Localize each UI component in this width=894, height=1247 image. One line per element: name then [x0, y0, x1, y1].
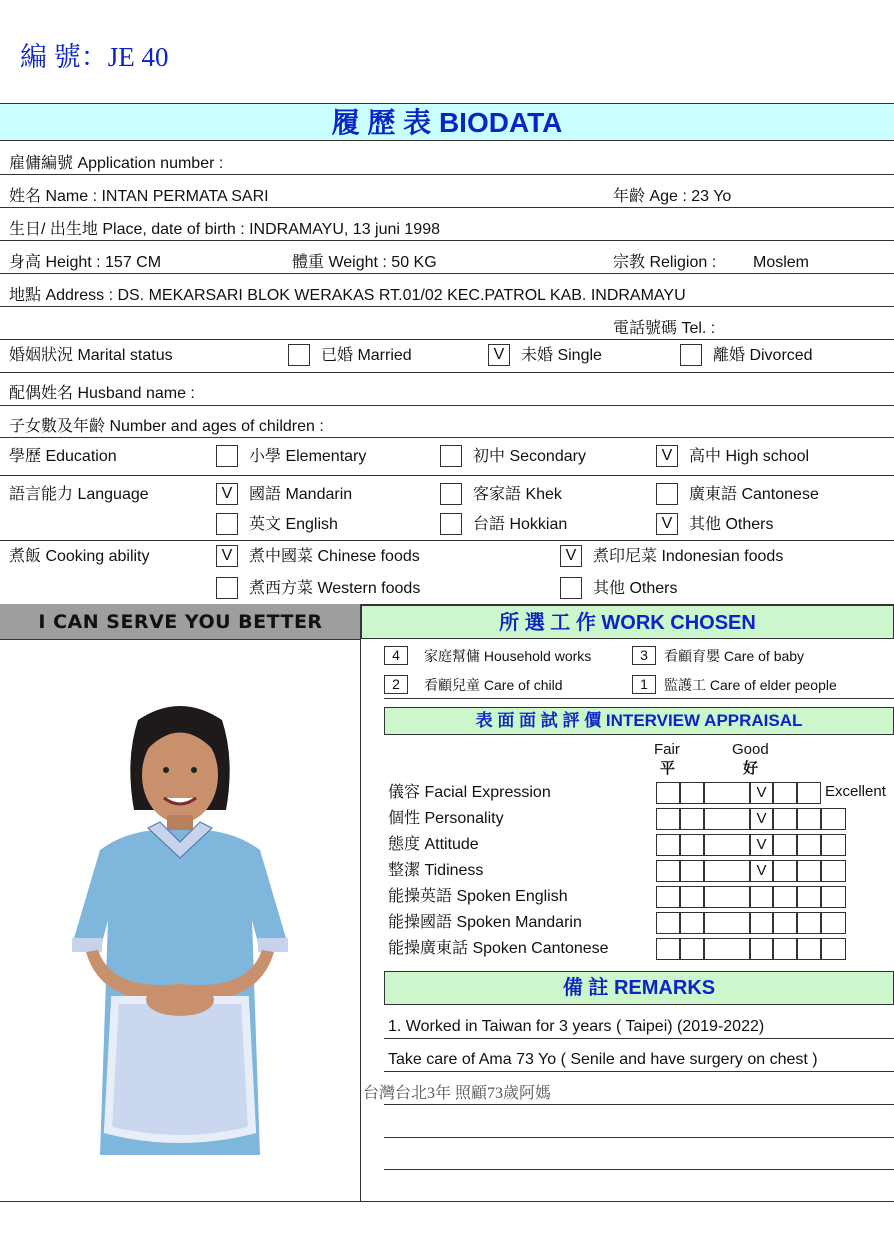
appraisal-cell[interactable]	[773, 782, 797, 804]
applicant-photo	[30, 700, 330, 1160]
secondary-checkbox[interactable]	[440, 445, 462, 467]
mandarin-checkbox[interactable]: V	[216, 483, 238, 505]
khek-checkbox[interactable]	[440, 483, 462, 505]
single-checkbox[interactable]: V	[488, 344, 510, 366]
appraisal-cell[interactable]	[656, 834, 680, 856]
name-field: 姓名 Name : INTAN PERMATA SARI	[9, 188, 269, 205]
application-number-field: 雇傭編號 Application number :	[9, 155, 224, 172]
appraisal-cell[interactable]	[656, 808, 680, 830]
remark-line-1: 1. Worked in Taiwan for 3 years ( Taipei) (2019-2022)	[388, 1018, 765, 1035]
appraisal-cell[interactable]	[797, 886, 821, 908]
indonesian-foods-label: 煮印尼菜 Indonesian foods	[593, 548, 784, 565]
appraisal-cell[interactable]	[821, 834, 846, 856]
remarks-title: 備 註 REMARKS	[562, 977, 716, 999]
elementary-label: 小學 Elementary	[249, 448, 367, 465]
appraisal-cell[interactable]	[797, 808, 821, 830]
appraisal-cell[interactable]	[656, 886, 680, 908]
document-code	[20, 42, 169, 72]
appraisal-cell[interactable]	[704, 912, 750, 934]
appraisal-row-label: 能操國語 Spoken Mandarin	[388, 914, 582, 931]
household-works-label: 家庭幫傭 Household works	[424, 648, 592, 664]
appraisal-cell[interactable]	[821, 860, 846, 882]
secondary-label: 初中 Secondary	[473, 448, 586, 465]
appraisal-cell[interactable]	[797, 834, 821, 856]
appraisal-cell[interactable]	[656, 912, 680, 934]
appraisal-row-label: 態度 Attitude	[388, 836, 479, 853]
appraisal-row-label: 個性 Personality	[388, 810, 504, 827]
weight-field: 體重 Weight : 50 KG	[292, 254, 437, 271]
appraisal-cell[interactable]	[680, 938, 704, 960]
care-of-elder-label: 監護工 Care of elder people	[664, 677, 837, 693]
cooking-others-label: 其他 Others	[593, 580, 678, 597]
cantonese-label: 廣東語 Cantonese	[689, 486, 819, 503]
address-field: 地點 Address : DS. MEKARSARI BLOK WERAKAS RT.01/02 KEC.PATROL KAB. INDRAMAYU	[9, 287, 686, 304]
religion-label: 宗教 Religion :	[613, 254, 717, 271]
appraisal-cell[interactable]	[680, 912, 704, 934]
household-works-rank: 4	[384, 646, 408, 665]
work-chosen-title: 所 選 工 作 WORK CHOSEN	[499, 612, 756, 634]
appraisal-cell[interactable]	[797, 938, 821, 960]
interview-appraisal-header	[384, 707, 894, 735]
document-code-value: JE 40	[107, 42, 169, 72]
good-cn-label: 好	[743, 760, 759, 777]
care-of-baby-rank: 3	[632, 646, 656, 665]
appraisal-cell[interactable]	[773, 860, 797, 882]
appraisal-cell[interactable]: V	[750, 860, 773, 882]
appraisal-cell[interactable]	[704, 886, 750, 908]
birth-field: 生日/ 出生地 Place, date of birth : INDRAMAYU, 13 juni 1998	[9, 221, 440, 238]
khek-label: 客家語 Khek	[473, 486, 562, 503]
appraisal-cell[interactable]	[821, 886, 846, 908]
appraisal-cell[interactable]	[773, 938, 797, 960]
married-checkbox[interactable]	[288, 344, 310, 366]
care-of-child-label: 看顧兒童 Care of child	[424, 677, 563, 693]
chinese-foods-label: 煮中國菜 Chinese foods	[249, 548, 420, 565]
appraisal-cell[interactable]	[773, 834, 797, 856]
appraisal-cell[interactable]	[797, 860, 821, 882]
fair-label: Fair	[654, 741, 680, 758]
married-label: 已婚 Married	[321, 347, 412, 364]
serve-banner	[0, 604, 361, 640]
appraisal-cell[interactable]	[821, 912, 846, 934]
cantonese-checkbox[interactable]	[656, 483, 678, 505]
chinese-foods-checkbox[interactable]: V	[216, 545, 238, 567]
appraisal-cell[interactable]	[680, 808, 704, 830]
elementary-checkbox[interactable]	[216, 445, 238, 467]
appraisal-cell[interactable]	[821, 938, 846, 960]
appraisal-cell[interactable]	[680, 834, 704, 856]
appraisal-row-label: 能操廣東話 Spoken Cantonese	[388, 940, 609, 957]
appraisal-cell[interactable]	[680, 886, 704, 908]
biodata-title-bar	[0, 103, 894, 141]
appraisal-cell[interactable]: V	[750, 782, 773, 804]
age-field: 年齡 Age : 23 Yo	[613, 188, 732, 205]
appraisal-cell[interactable]	[773, 912, 797, 934]
language-others-label: 其他 Others	[689, 516, 774, 533]
appraisal-cell[interactable]	[656, 860, 680, 882]
english-checkbox[interactable]	[216, 513, 238, 535]
appraisal-cell[interactable]: V	[750, 834, 773, 856]
serve-banner-text: I CAN SERVE YOU BETTER	[38, 611, 323, 633]
cooking-others-checkbox[interactable]	[560, 577, 582, 599]
care-of-elder-rank: 1	[632, 675, 656, 694]
appraisal-row-label: 能操英語 Spoken English	[388, 888, 568, 905]
appraisal-cell[interactable]	[750, 886, 773, 908]
appraisal-cell[interactable]	[704, 782, 750, 804]
appraisal-row-label: 儀容 Facial Expression	[388, 784, 551, 801]
indonesian-foods-checkbox[interactable]: V	[560, 545, 582, 567]
good-label: Good	[732, 741, 769, 758]
remark-line-2: Take care of Ama 73 Yo ( Senile and have surgery on chest )	[388, 1051, 818, 1068]
appraisal-cell[interactable]	[704, 834, 750, 856]
remark-line-3: 台灣台北3年 照顧73歲阿媽	[363, 1085, 552, 1102]
fair-cn-label: 平	[660, 760, 676, 777]
excellent-label: Excellent	[825, 783, 886, 800]
high-school-checkbox[interactable]: V	[656, 445, 678, 467]
appraisal-cell[interactable]	[704, 860, 750, 882]
appraisal-cell[interactable]	[797, 912, 821, 934]
language-others-checkbox[interactable]: V	[656, 513, 678, 535]
remarks-header	[384, 971, 894, 1005]
appraisal-cell[interactable]	[704, 808, 750, 830]
appraisal-row-label: 整潔 Tidiness	[388, 862, 484, 879]
english-label: 英文 English	[249, 516, 338, 533]
marital-label: 婚姻狀況 Marital status	[9, 347, 173, 364]
western-foods-label: 煮西方菜 Western foods	[249, 580, 421, 597]
divorced-label: 離婚 Divorced	[713, 347, 813, 364]
interview-appraisal-title: 表 面 面 試 評 價 INTERVIEW APPRAISAL	[475, 711, 803, 730]
cooking-label: 煮飯 Cooking ability	[9, 548, 150, 565]
appraisal-cell[interactable]	[704, 938, 750, 960]
appraisal-cell[interactable]: V	[750, 808, 773, 830]
biodata-title: 履 歷 表 BIODATA	[331, 107, 563, 138]
husband-field: 配偶姓名 Husband name :	[9, 385, 195, 402]
appraisal-cell[interactable]	[750, 912, 773, 934]
hokkian-checkbox[interactable]	[440, 513, 462, 535]
appraisal-cell[interactable]	[680, 860, 704, 882]
religion-value: Moslem	[753, 254, 810, 271]
appraisal-cell[interactable]	[750, 938, 773, 960]
divorced-checkbox[interactable]	[680, 344, 702, 366]
height-field: 身高 Height : 157 CM	[9, 254, 162, 271]
appraisal-cell[interactable]	[797, 782, 821, 804]
appraisal-cell[interactable]	[680, 782, 704, 804]
appraisal-cell[interactable]	[773, 886, 797, 908]
mandarin-label: 國語 Mandarin	[249, 486, 353, 503]
high-school-label: 高中 High school	[689, 448, 810, 465]
education-label: 學歷 Education	[9, 448, 117, 465]
appraisal-cell[interactable]	[773, 808, 797, 830]
hokkian-label: 台語 Hokkian	[473, 516, 568, 533]
children-field: 子女數及年齡 Number and ages of children :	[9, 418, 324, 435]
work-chosen-header	[361, 605, 894, 639]
tel-field: 電話號碼 Tel. :	[613, 320, 716, 337]
appraisal-cell[interactable]	[821, 808, 846, 830]
appraisal-cell[interactable]	[656, 938, 680, 960]
care-of-baby-label: 看顧育嬰 Care of baby	[664, 648, 805, 664]
western-foods-checkbox[interactable]	[216, 577, 238, 599]
language-label: 語言能力 Language	[9, 486, 149, 503]
single-label: 未婚 Single	[521, 347, 602, 364]
appraisal-cell[interactable]	[656, 782, 680, 804]
care-of-child-rank: 2	[384, 675, 408, 694]
document-code-label: 編 號：	[20, 42, 108, 72]
